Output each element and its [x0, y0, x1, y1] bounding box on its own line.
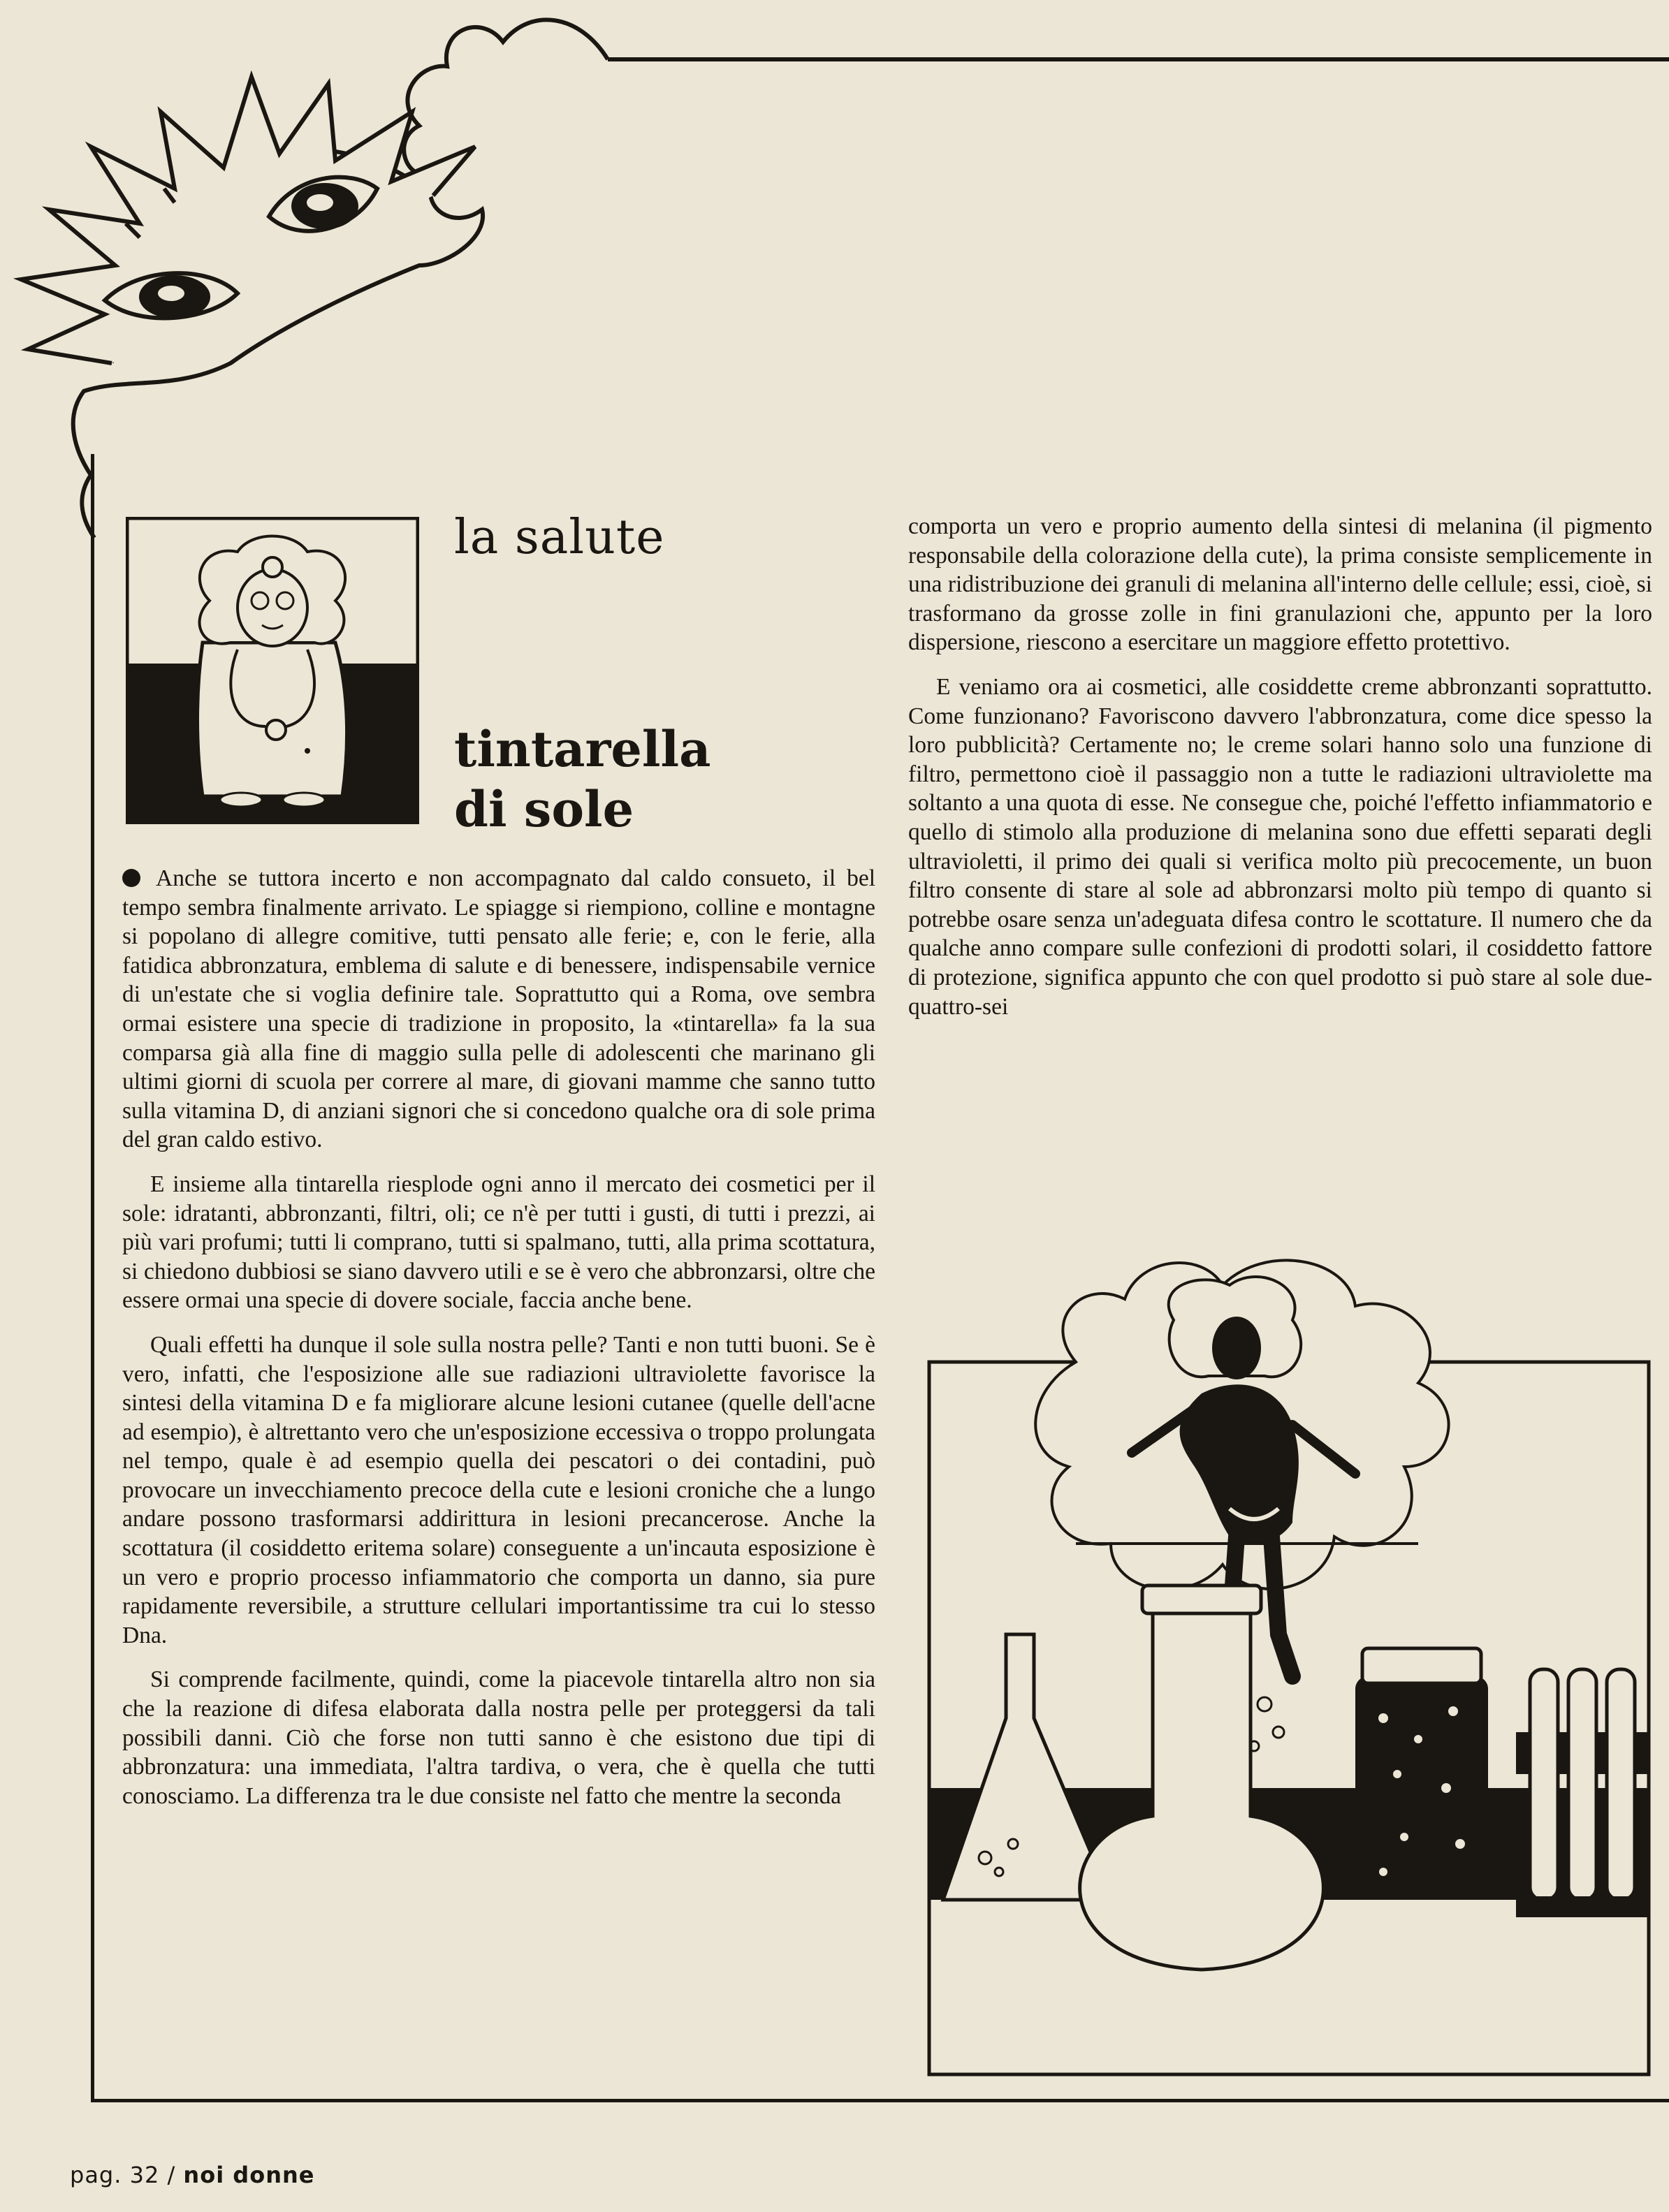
paragraph: Anche se tuttora incerto e non accompagnato dal caldo consueto, il bel tempo sembra finalmente arrivato. Le spiagge si riempiono, colline e montagne si popolano di allegre comitive, tutti pensato alle ferie; e, con le ferie, alla fatidica abbronzatura, emblema di salute e di benessere, indispensabile vernice di un'estate che si voglia definire tale. Soprattutto qui a Roma, ove sembra ormai esistere una specie di tradizione in proposito, la «tintarella» fa la sua comparsa già alla fine di maggio sulla pelle di adolescenti che marinano gli ultimi giorni di scuola per correre al mare, di giovani mamme che sanno tutto sulla vitamina D, di anziani signori che si concedono qualche ora di sole prima del gran caldo estivo. — [122, 865, 875, 1153]
doctor-illustration — [126, 517, 419, 824]
magazine-brand: noi donne — [183, 2162, 315, 2188]
paragraph: E insieme alla tintarella riesplode ogni anno il mercato dei cosmetici per il sole: idratanti, abbronzanti, filtri, oli; ce n'è per tutti i gusti, di tutti i prezzi, ai più vari profumi; tutti li comprano, tutti si spalmano, tutti, alla prima scottatura, si chiedono dubbiosi se siano davvero utili e se è vero che abbronzarsi, oltre che essere ormai una specie di dovere sociale, faccia anche bene. — [122, 1171, 875, 1314]
left-column — [122, 864, 875, 1826]
left-frame-line — [91, 454, 94, 2102]
paragraph: E veniamo ora ai cosmetici, alle cosiddette creme abbronzanti soprattutto. Come funzionano? Favoriscono davvero l'abbronzatura, come dice spesso la loro pubblicità? Certamente no; le creme solari hanno solo una funzione di filtro, permettono cioè il passaggio non a tutte le radiazioni ultraviolette ma soltanto a una quota di esse. Ne consegue che, poiché l'effetto infiammatorio e quello di stimolo alla produzione di melanina sono due effetti separati degli ultravioletti, il primo dei quali si verifica molto più precocemente, un buon filtro consente di stare al sole ad abbronzarsi molto più tempo di quanto si potrebbe osare senza un'adeguata difesa contro le scottature. Il numero che da qualche anno compare sulle confezioni di prodotti solari, il cosiddetto fattore di protezione, significa appunto che con quel prodotto si può stare al sole due-quattro-sei — [908, 673, 1652, 1020]
paragraph: Quali effetti ha dunque il sole sulla nostra pelle? Tanti e non tutti buoni. Se è vero, infatti, che l'esposizione alle sue radiazioni ultraviolette favorisce la sintesi della vitamina D e fa migliorare alcune lesioni cutanee (quelle dell'acne ad esempio), è altrettanto vero che un'esposizione eccessiva o troppo prolungata nel tempo, quale è ad esempio quella dei pescatori o dei contadini, può provocare un invecchiamento precoce della cute e lesioni croniche che a lungo andare possono trasformarsi addirittura in lesioni precancerose. Anche la scottatura (il cosiddetto eritema solare) conseguente a un'incauta esposizione è un vero e proprio processo infiammatorio che comporta un danno, sia pure rapidamente reversibile, a strutture cellulari importantissime tra cui lo stesso Dna. — [122, 1331, 875, 1648]
article-title-line2: di sole — [454, 780, 634, 838]
paragraph: Si comprende facilmente, quindi, come la piacevole tintarella altro non sia che la reazione di difesa elaborata dalla nostra pelle per proteggersi da tali possibili danni. Ciò che forse non tutti sanno è che esistono due tipi di abbronzatura: una immediata, l'altra tardiva, o vera, che è quella che tutti conosciamo. La differenza tra le due consiste nel fatto che mentre la seconda — [122, 1667, 875, 1809]
section-label: la salute — [454, 510, 665, 565]
right-column — [908, 512, 1652, 1037]
lab-illustration — [901, 1243, 1666, 2078]
article-title — [454, 719, 803, 840]
page-footer — [70, 2162, 314, 2188]
article-title-line1: tintarella — [454, 720, 711, 778]
paragraph: comporta un vero e proprio aumento della sintesi di melanina (il pigmento responsabile della colorazione della cute), la prima consiste semplicemente in una ridistribuzione dei granuli di melanina all'interno delle cellule; essi, cioè, si trasformano da grosse zolle in fini granulazioni che, appunto per la loro dispersione, riescono a esercitare un maggiore effetto protettivo. — [908, 513, 1652, 656]
bullet-icon — [122, 869, 140, 887]
sun-face-icon — [0, 0, 1669, 538]
bottom-frame-line — [91, 2099, 1669, 2102]
page-number: pag. 32 / — [70, 2162, 176, 2188]
